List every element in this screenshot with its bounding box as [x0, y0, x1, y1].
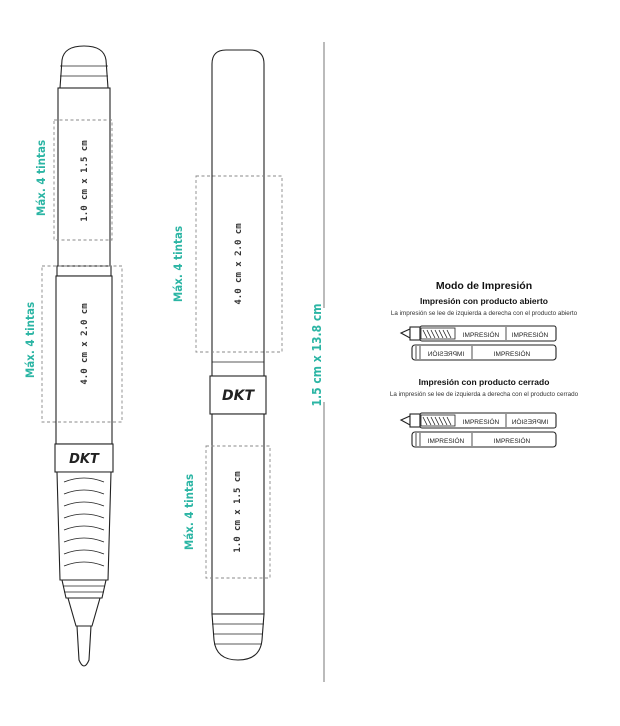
- logo-middle: DKT: [221, 388, 255, 404]
- max-tintas-label-2: Máx. 4 tintas: [23, 301, 37, 379]
- mini-pen-open-1: [401, 326, 556, 341]
- print-mode-panel: [390, 280, 579, 447]
- overall-dimension-label: 1.5 cm x 13.8 cm: [310, 303, 324, 407]
- dim-right-top: 4.0 cm x 2.0 cm: [234, 223, 244, 305]
- closed-pen2-label-1: IMPRESIÓN: [427, 438, 465, 445]
- closed-note: La impresión se lee de izquierda a derecha con el producto cerrado: [389, 391, 579, 398]
- closed-pen1-label-2: IMPRESIÓN: [511, 419, 549, 426]
- open-pen1-label-1: IMPRESIÓN: [462, 332, 500, 339]
- pen-closed-illustration: [210, 50, 266, 660]
- mini-pen-closed-2: [412, 432, 556, 447]
- open-note: La impresión se lee de izquierda a derecha con el producto abierto: [390, 310, 578, 317]
- open-heading: Impresión con producto abierto: [420, 296, 548, 306]
- open-pen2-label-1: IMPRESIÓN: [427, 351, 465, 358]
- max-tintas-label-1: Máx. 4 tintas: [34, 139, 48, 217]
- dim-left-mid: 4.0 cm x 2.0 cm: [80, 303, 90, 385]
- dim-left-top: 1.0 cm x 1.5 cm: [80, 140, 90, 222]
- open-pen2-label-2: IMPRESIÓN: [493, 351, 531, 358]
- open-pen1-label-2: IMPRESIÓN: [511, 332, 549, 339]
- mini-pen-open-2: [412, 345, 556, 360]
- max-tintas-label-3: Máx. 4 tintas: [171, 225, 185, 303]
- max-tintas-label-4: Máx. 4 tintas: [182, 473, 196, 551]
- dim-right-bottom: 1.0 cm x 1.5 cm: [233, 471, 243, 553]
- closed-heading: Impresión con producto cerrado: [418, 377, 550, 387]
- closed-pen2-label-2: IMPRESIÓN: [493, 438, 531, 445]
- mini-pen-closed-1: [401, 413, 556, 428]
- closed-pen1-label-1: IMPRESIÓN: [462, 419, 500, 426]
- logo-left: DKT: [69, 452, 99, 467]
- panel-title: Modo de Impresión: [435, 280, 533, 292]
